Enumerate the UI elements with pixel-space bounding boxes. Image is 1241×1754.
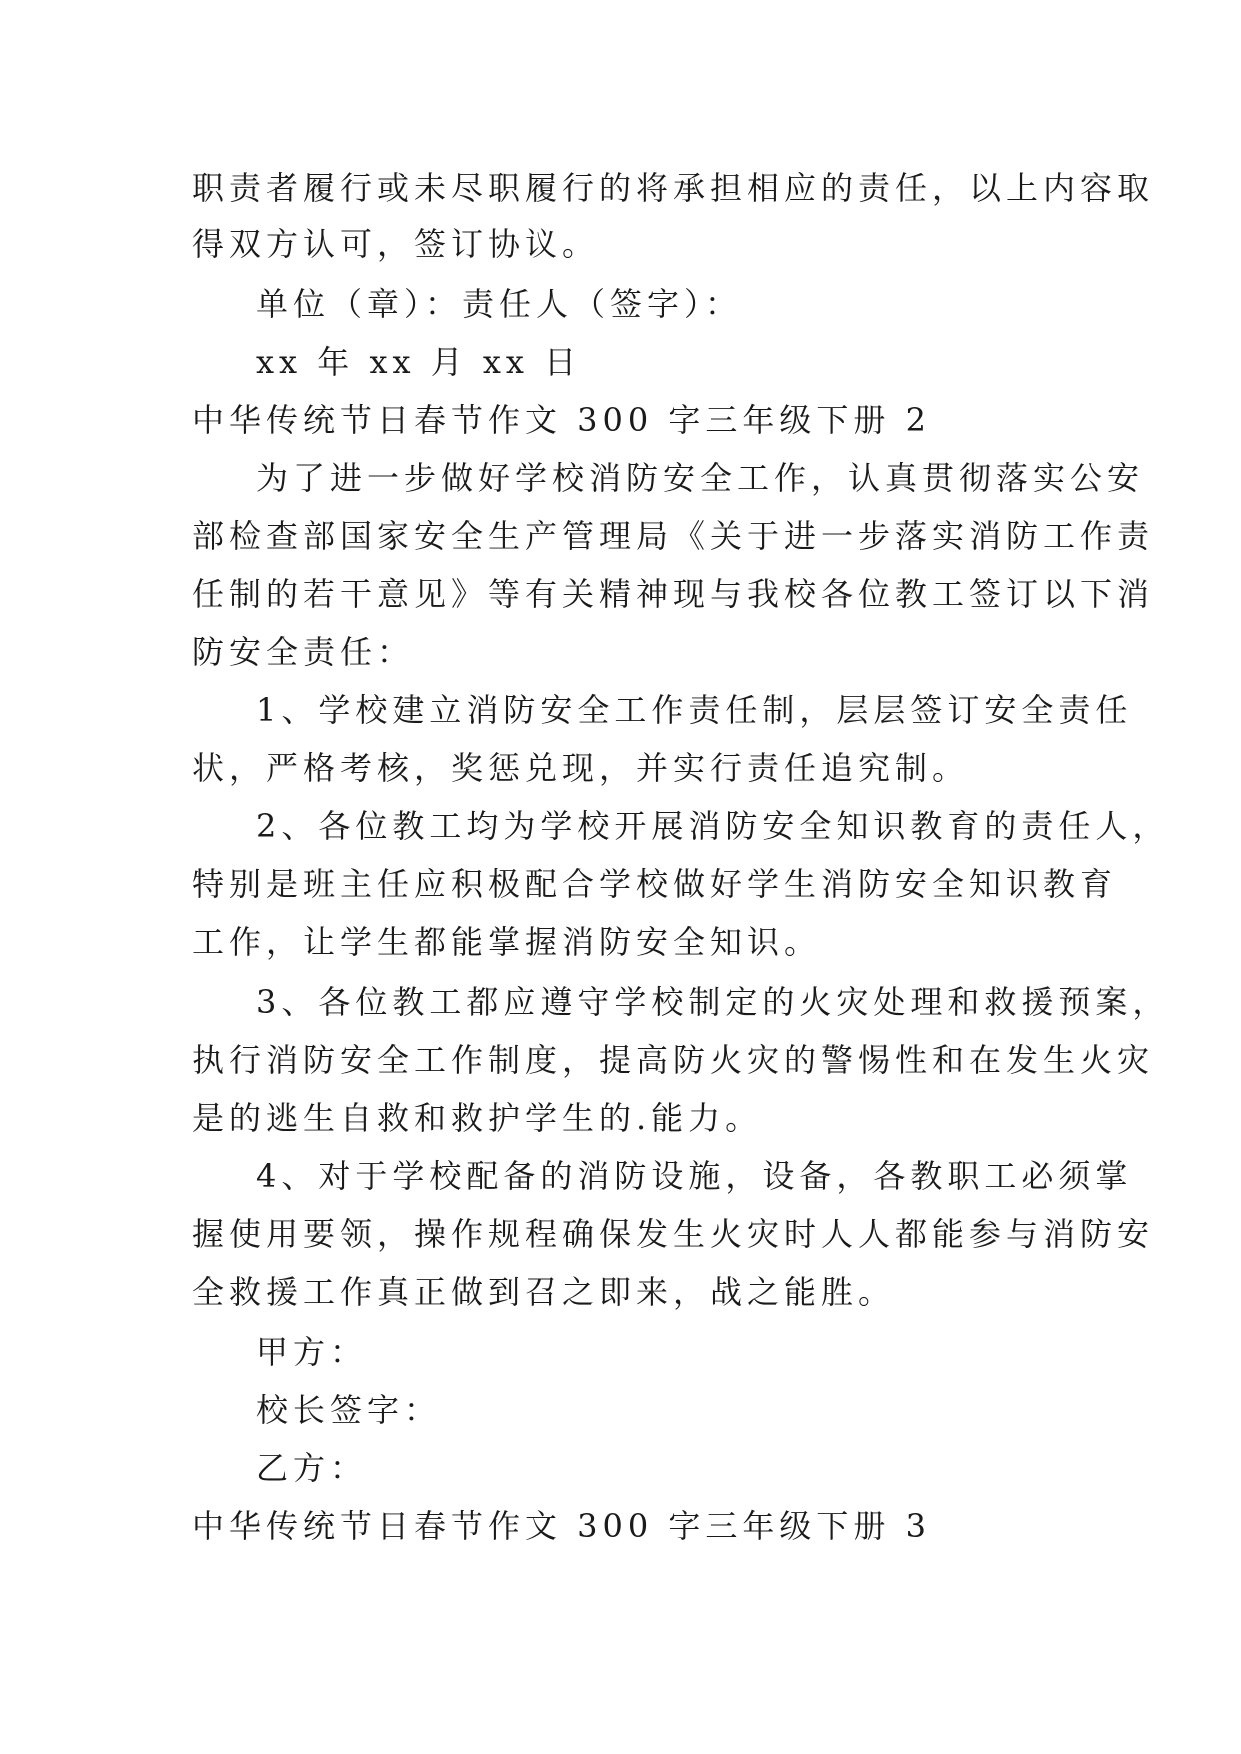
signature-line: 单位（章）：责任人（签字）： (256, 285, 743, 323)
list-item-line: 3、各位教工都应遵守学校制定的火灾处理和救援预案， (256, 983, 1170, 1021)
body-text-line: 为了进一步做好学校消防安全工作，认真贯彻落实公安 (256, 459, 1145, 497)
party-b-label: 乙方： (256, 1449, 368, 1487)
list-item-line: 2、各位教工均为学校开展消防安全知识教育的责任人， (256, 807, 1170, 845)
list-item-line: 4、对于学校配备的消防设施，设备，各教职工必须掌 (256, 1157, 1133, 1195)
body-text-line: 得双方认可，签订协议。 (192, 225, 600, 263)
list-item-line: 是的逃生自救和救护学生的.能力。 (192, 1099, 763, 1137)
list-item-line: 全救援工作真正做到召之即来，战之能胜。 (192, 1273, 896, 1311)
body-text-line: 任制的若干意见》等有关精神现与我校各位教工签订以下消 (192, 575, 1155, 613)
list-item-line: 握使用要领，操作规程确保发生火灾时人人都能参与消防安 (192, 1215, 1155, 1253)
date-line: xx 年 xx 月 xx 日 (256, 343, 582, 381)
list-item-line: 特别是班主任应积极配合学校做好学生消防安全知识教育 (192, 865, 1118, 903)
list-item-line: 工作，让学生都能掌握消防安全知识。 (192, 923, 822, 961)
principal-signature-label: 校长签字： (256, 1391, 442, 1429)
section-heading: 中华传统节日春节作文 300 字三年级下册 2 (192, 401, 931, 439)
body-text-line: 防安全责任： (192, 633, 415, 671)
list-item-line: 状，严格考核，奖惩兑现，并实行责任追究制。 (192, 749, 970, 787)
body-text-line: 职责者履行或未尽职履行的将承担相应的责任，以上内容取 (192, 169, 1155, 207)
party-a-label: 甲方： (256, 1333, 368, 1371)
section-heading: 中华传统节日春节作文 300 字三年级下册 3 (192, 1507, 931, 1545)
list-item-line: 执行消防安全工作制度，提高防火灾的警惕性和在发生火灾 (192, 1041, 1155, 1079)
list-item-line: 1、学校建立消防安全工作责任制，层层签订安全责任 (256, 691, 1133, 729)
body-text-line: 部检查部国家安全生产管理局《关于进一步落实消防工作责 (192, 517, 1155, 555)
